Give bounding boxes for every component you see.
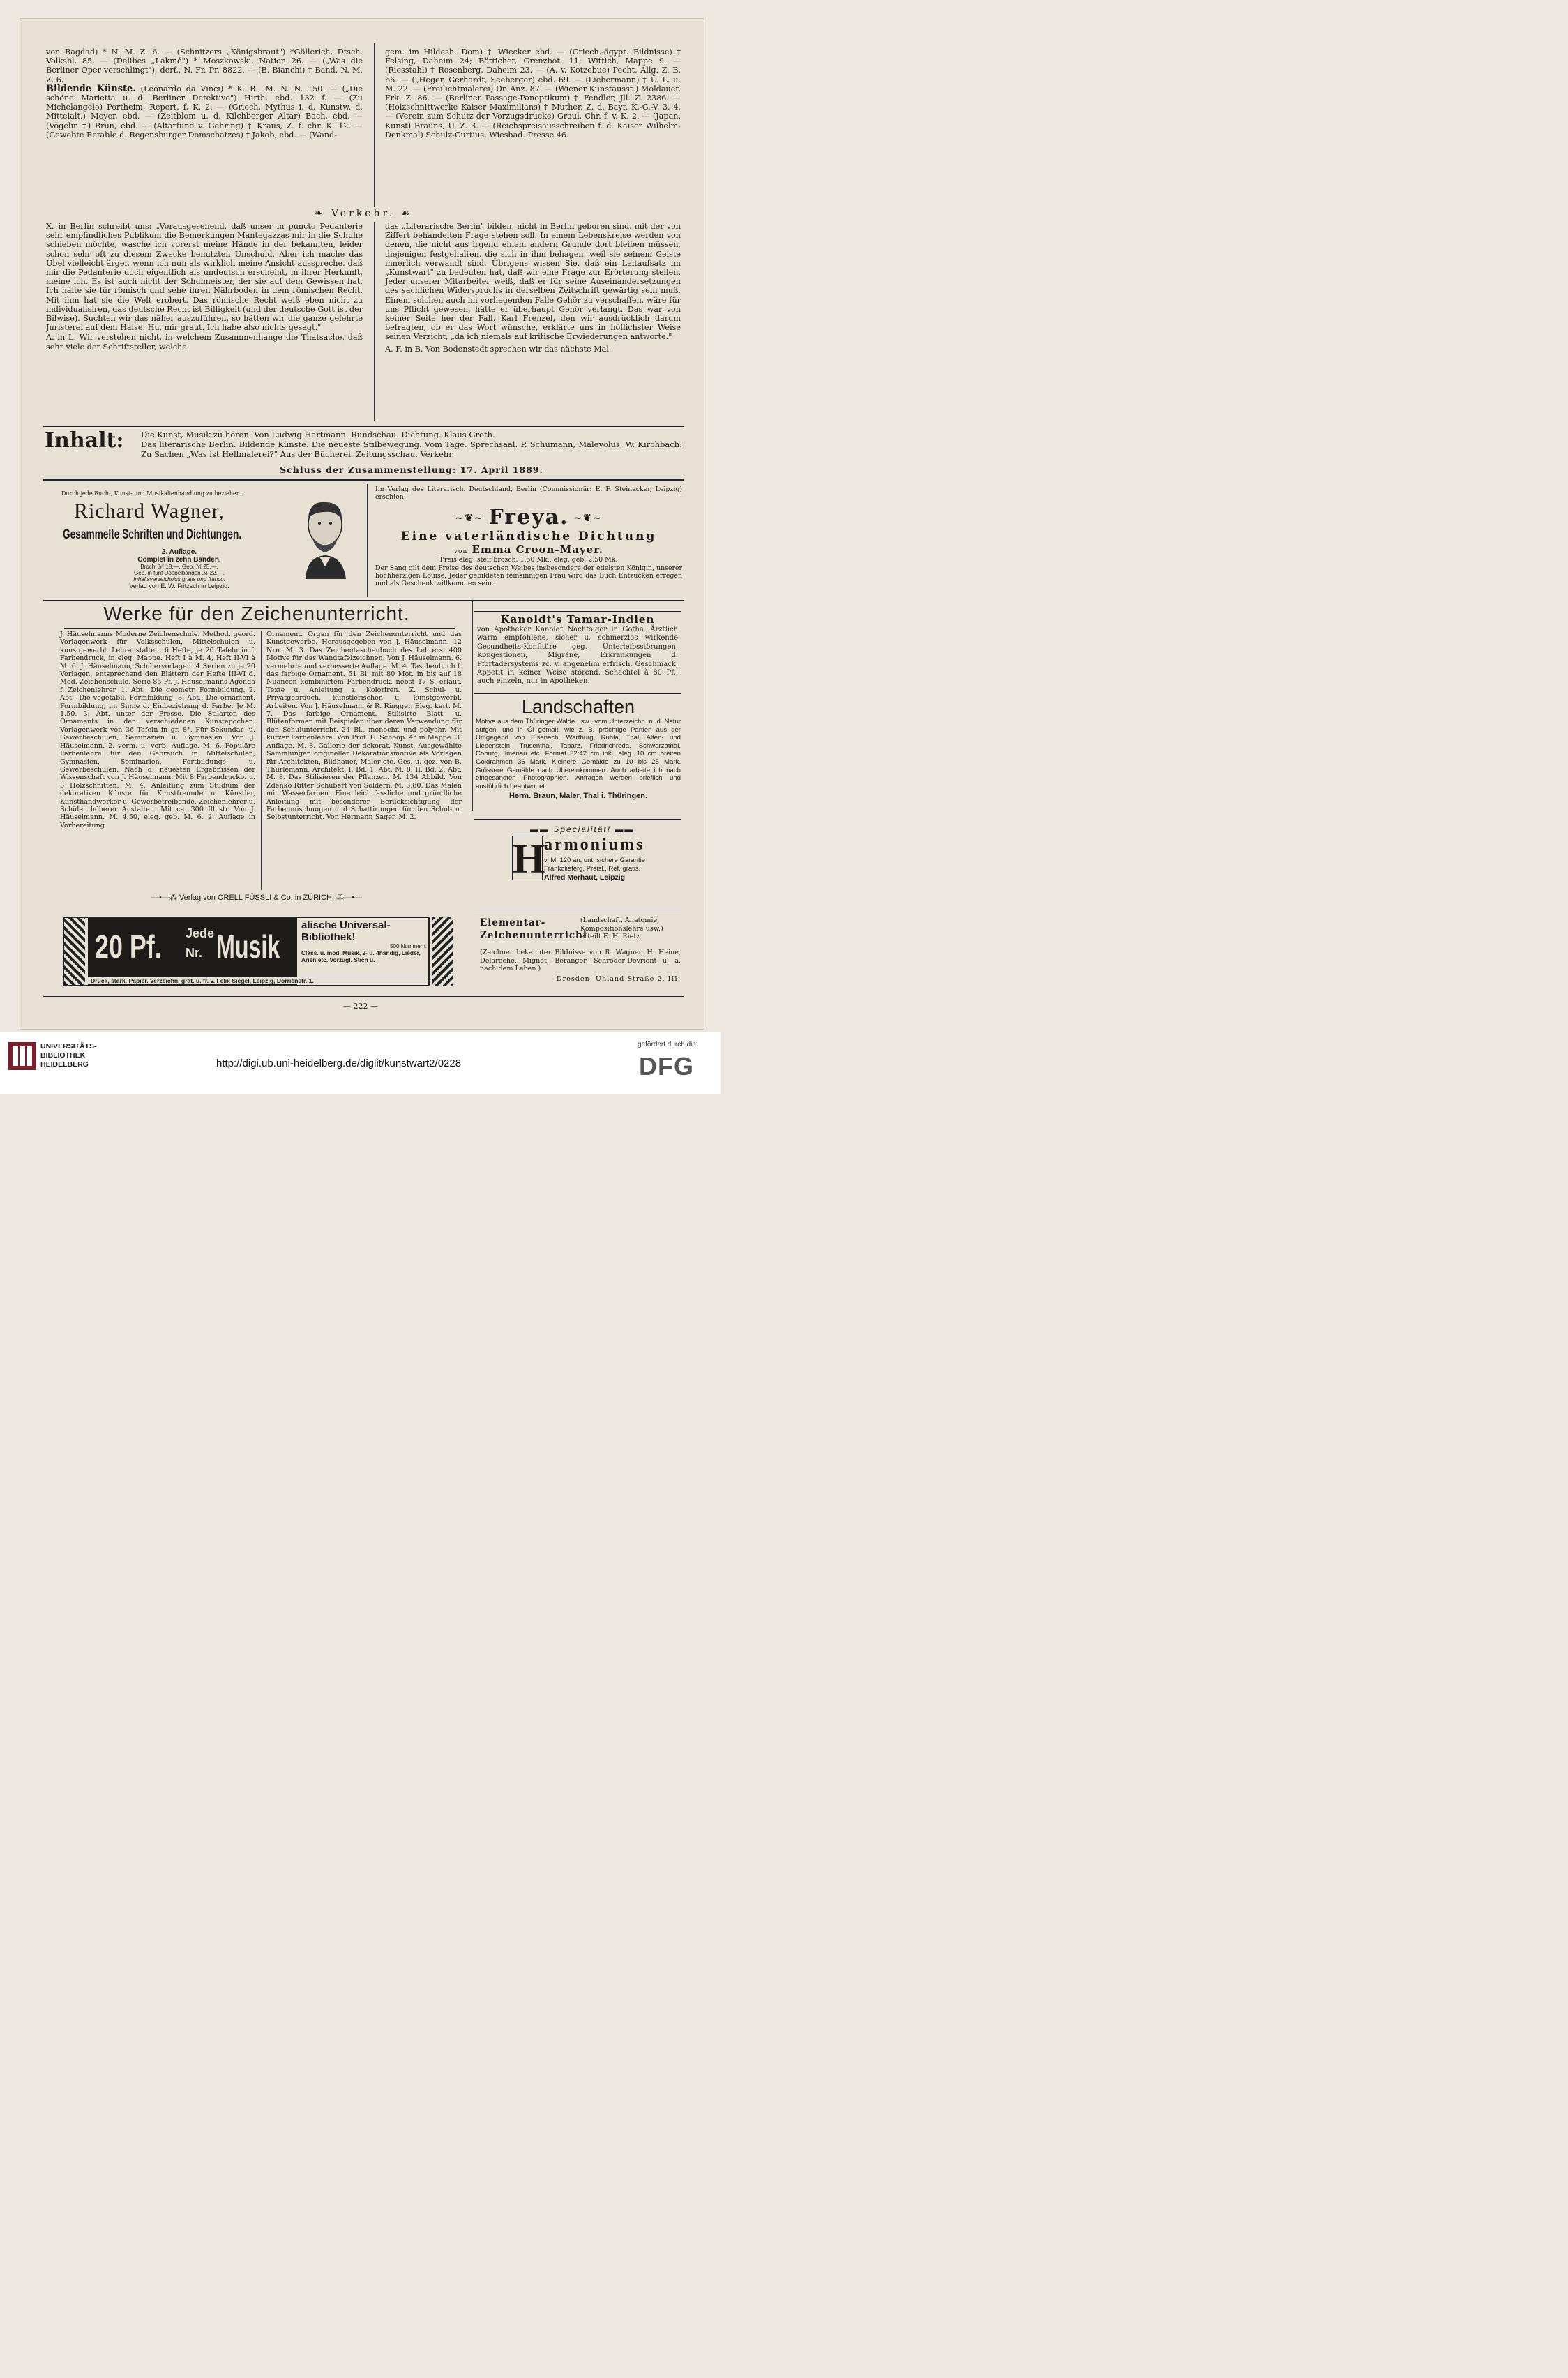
kanoldt-title: Kanoldt's Tamar-Indien bbox=[500, 613, 655, 626]
freya-ad bbox=[375, 486, 682, 597]
footer-bar bbox=[0, 1032, 721, 1094]
werke-publisher bbox=[43, 893, 470, 902]
divider-line bbox=[474, 693, 681, 694]
harmoniums-special bbox=[530, 825, 634, 834]
ornament-icon: ⁂—•— bbox=[334, 894, 362, 902]
zeichen-text: (Zeichner bekannter Bildnisse von R. Wagner, H. Heine, Delaroche, Mignet, Beranger, Schröder-Devrient u. a. nach dem Leben.) bbox=[480, 949, 681, 973]
citation-text: von Bagdad) * N. M. Z. 6. — (Schnitzers „Königsbraut") *Göllerich, Dtsch. Volksbl. 85. — (Delibes „Lakmé") * Moszkowski, Nation 26. — („Was die Berliner Oper verschlingt"), derf., N. Fr. Pr. 8822. — (B. Bianchi) † Band, N. M. Z. 6. bbox=[46, 47, 363, 84]
musik-class: Class. u. mod. Musik, 2- u. 4händig, Lieder, Arien etc. Vorzügl. Stich u. bbox=[301, 949, 421, 963]
freya-title: Freya. bbox=[488, 505, 569, 529]
kanoldt-text: von Apotheker Kanoldt Nachfolger in Gotha. Ärztlich warm empfohlene, sicher u. schmerzlos wirkende Gesundheits-Konfitüre geg. Unterleibsstörungen, Kongestionen, Migräne, Erkrankungen d. Pfortadersystems zc. v. angenehm erfrisch. Geschmack, Appetit in keiner Weise störend. Schachtel à 80 Pf., auch einzeln, nur in Apotheken. bbox=[477, 626, 678, 686]
ornament-icon: ❧ bbox=[314, 208, 331, 219]
ornament-icon: ~❦~ bbox=[455, 513, 489, 524]
letter-text: A. in L. Wir verstehen nicht, in welchem Zusammenhange die Thatsache, daß sehr viele der Schriftsteller, welche bbox=[46, 333, 363, 352]
musik-ornament-right bbox=[432, 917, 453, 986]
verkehr-title: Verkehr. bbox=[331, 208, 395, 219]
divider-line bbox=[43, 996, 684, 997]
zeichen-address: Dresden, Uhland-Straße 2, III. bbox=[556, 975, 681, 983]
publisher-name: Verlag von ORELL FÜSSLI & Co. in ZÜRICH. bbox=[179, 894, 335, 902]
ad-price: Preis eleg. steif brosch. 1,50 Mk., eleg. geb. 2,50 Mk. bbox=[439, 556, 618, 564]
column-divider bbox=[472, 601, 473, 811]
author-prefix: von bbox=[454, 548, 468, 555]
ad-details bbox=[64, 548, 294, 589]
wagner-ad bbox=[43, 484, 365, 596]
musik-library: alische Universal-Bibliothek! bbox=[301, 919, 391, 943]
landschaften-sign: Herm. Braun, Maler, Thal i. Thüringen. bbox=[508, 792, 648, 801]
letter-text: X. in Berlin schreibt uns: „Vorausgesehend, daß unser in puncto Pedanterie sehr empfindliches Publikum die Bemerkungen Mantegazzas mir in die Schuhe schieben möchte, wasche ich vorerst meine Hände in der bekannten, leider schon sehr oft zu diesem Zwecke benutzten Unschuld. Aber ich mache das Übel vielleicht ärger, wenn ich nun als wirklich meine Ansicht ausspreche, daß mir die Pedanterie doch eigentlich als undeutsch erscheint, in ihrer Herkunft, meine ich. Es ist auch nicht der Schulmeister, der sie auf dem Gewissen hat. Ich halte sie für römisch und sehe ihren Nährboden in dem römischen Recht. Mit ihm hat sie die Welt erobert. Das römische Recht weiß eben nicht zu individualisiren, das deutsche Recht ist Billigkeit (und der deutsche Gott ist der Bilwise). Suchten wir das näher auszuführen, so hätten wir die ganze gelehrte Juristerei auf dem Halse. Hu, mir graut. Ich habe also nichts gesagt." bbox=[46, 222, 363, 333]
ad-author bbox=[375, 543, 682, 556]
musik-druck: Druck, stark. Papier. Verzeichn. grat. u. fr. v. Felix Siegel, Leipzig, Dörrienstr. 1. bbox=[88, 977, 427, 984]
ornament-icon: ~❦~ bbox=[568, 513, 603, 524]
musik-big-block bbox=[88, 918, 297, 985]
musik-nr: Nr. bbox=[186, 946, 203, 960]
ad-price: Inhaltsverzeichniss gratis und franco. bbox=[133, 576, 225, 582]
citation-text: (Leonardo da Vinci) * K. B., M. N. N. 150. — („Die schöne Marietta u. d. Berliner Detektive") Hirth, ebd. 132 f. — (Zu Michelangelo) Portheim, Repert. f. K. 2. — (Griech. Mythus i. d. Kunstw. d. Mittelalt.) Meyer, ebd. — (Zeitblom u. d. Kilchberger Altar) Bach, ebd. — (Vögelin †) Brun, ebd. — (Altarfund v. Gehring) † Kraus, Z. f. chr. K. 12. — (Gewebte Retable d. Regensburger Domschatzes) † Jakob, ebd. — (Wand- bbox=[46, 84, 363, 140]
top-right-column bbox=[385, 47, 681, 140]
werke-title: Werke für den Zeichenunterricht. bbox=[103, 603, 410, 624]
werke-column: J. Häuselmanns Moderne Zeichenschule. Method. geord. Vorlagenwerk für Volksschulen, Mittelschulen u. kunstgewerbl. Lehranstalten. 6 Hefte, je 20 Tafeln in f. Farbendruck, in eleg. Mappe. Heft I à M. 4, Heft II-VI à M. 6. J. Häuselmann, Schülervorlagen. 4 Serien zu je 20 Vorlagen, entsprechend den Blättern der Hefte III-VI d. Mod. Zeichenschule. Serie 85 Pf. J. Häuselmanns Agenda f. Zeichenlehrer. 1. Abt.: Die geometr. Formbildung. 2. Abt.: Die vegetabil. Formbildung. 3. Abt.: Die ornament. Formbildung, im Sinne d. Einbeziehung d. Farbe. Je M. 1.50. 3. Abt. unter der Presse. Die Stilarten des Ornaments in den verschiedenen Kunstepochen. Vorlagenwerk von 36 Tafeln in gr. 8°. Für Sekundar- u. Gewerbeschulen, Seminarien u. Gymnasien. Von J. Häuselmann. 2. verm. u. verb. Auflage. M. 6. Populäre Farbenlehre für den Gebrauch in Mittelschulen, Gymnasien, Seminarien, Fortbildungs- u. Gewerbeschulen. Nach d. neuesten Ergebnissen der Wissenschaft von J. Häuselmann. Mit 8 Farbendruckb. u. 3 Holzschnitten. M. 4. Anleitung zum Studium der dekorativen Künste für Kunstfreunde u. Künstler, Kunsthandwerker u. Gewerbetreibende, Zeichenlehrer u. Schüler höherer Anstalten. Mit ca. 300 Illustr. Von J. Häuselmann. M. 4.50, eleg. geb. M. 6. 2. Auflage in Vorbereitung. bbox=[60, 631, 255, 829]
harmoniums-line: Frankolieferg. Preisl., Ref. gratis. bbox=[544, 865, 641, 873]
werke-column: Ornament. Organ für den Zeichenunterricht und das Kunstgewerbe. Herausgegeben von J. Häuselmann. 12 Nrn. M. 3. Das Zeichentaschenbuch des Lehrers. 400 Motive für das Wandtafelzeichnen. Von J. Häuselmann. 6. vermehrte und verbesserte Auflage. M. 4. Taschenbuch f. das farbige Ornament. 51 Bl. mit 80 Mot. in bis auf 18 Nuancen kombinirtem Farbendruck, nebst 17 S. erläut. Texte u. Anleitung z. Koloriren. Z. Schul- u. Privatgebrauch, künstlerischen u. kunstgewerbl. Arbeiten. Von J. Häuselmann & R. Ringger. Eleg. kart. M. 7. Das farbige Ornament. Stilisirte Blatt- u. Blütenformen mit Beispielen über deren Verwendung für den Schulunterricht. 24 Bl., monochr. und polychr. Mit kurzer Farbenlehre. Von Prof. U. Schoop. 4° in Mappe. 3. Auflage. M. 8. Gallerie der dekorat. Kunst. Ausgewählte Sammlungen origineller Dekorationsmotive als Vorlagen für Architekten, Bildhauer, Maler etc. Ges. u. gez. von B. Thürlemann, Architekt. I. Bd. 1. Abt. M. 8. II. Bd. 2. Abt. M. 8. Das Stilisieren der Pflanzen. M. 134 Abbild. Von Zdenko Ritter Schubert von Soldern. M. 3,80. Das Malen mit Wasserfarben. Eine leichtfassliche und gründliche Anleitung mit besonderer Berücksichtigung der Farbenmischungen und Schattirungen für den Schul- u. Selbstunterricht. Von Hermann Sager. M. 2. bbox=[266, 631, 462, 822]
library-logo-icon bbox=[8, 1042, 36, 1070]
zeichen-right: (Landschaft, Anatomie, Kompositionslehre usw.) erteilt E. H. Rietz bbox=[580, 917, 663, 941]
ornament-icon: ▬▬ bbox=[530, 825, 554, 834]
page-number: — 222 — bbox=[343, 1002, 378, 1011]
column-divider bbox=[374, 43, 375, 207]
divider-line bbox=[474, 819, 681, 820]
library-name bbox=[40, 1042, 97, 1069]
ornament-icon: ☙ bbox=[395, 208, 413, 219]
letter-text: das „Literarische Berlin" bilden, nicht in Berlin geboren sind, mit der von Ziffert behandelten Frage stehen soll. In einem Lebenskreise werden von denen, die nicht aus irgend einem andern Grunde dort bleiben müssen, diejenigen festgehalten, die sich in ihm behagen, weil sie seinem Geiste innerlich verwandt sind. Übrigens wissen Sie, daß ein Leitaufsatz im „Kunstwart" zu bedeuten hat, daß wir eine Frage zur Erörterung stellen. Jeder unserer Mitarbeiter weiß, daß er für seine Auseinandersetzungen des sachlichen Widerspruchs in derselben Zeitschrift gewärtig sein muß. Einem solchen auch im vorliegenden Falle Gehör zu verschaffen, wäre für uns Pflicht gewesen, hätte er überhaupt Gehör verlangt. Das war von keiner Seite her der Fall. Karl Frenzel, den wir ausdrücklich darum befragten, ob er das Wort wünsche, erklärte uns in höflichster Weise seinen Verzicht, „da ich niemals auf kritische Erwiederungen antworte." bbox=[385, 222, 681, 342]
divider-line bbox=[43, 479, 684, 481]
citation-text: gem. im Hildesh. Dom) † Wiecker ebd. — (Griech.-ägypt. Bildnisse) † Felsing, Daheim 24; Bötticher, Grenzbot. 11; Wittich, Mappe 9. — (Riesstahl) † Rosenberg, Daheim 23. — (A. v. Kotzebue) Pecht, Allg. Z. B. 66. — („Heger, Gerhardt, Seeberger) ebd. 69. — (Liebermann) † Ü. L. u. M. 22. — (Freilichtmalerei) Dr. Anz. 87. — (Wiener Kunstausst.) Moldauer, Frk. Z. 86. — (Berliner Passage-Panoptikum) † Fendler, Jll. Z. 2386. — (Holzschnittwerke Kaiser Maximilians) † Muther, Z. d. Bayr. K.-G.-V. 3, 4. — (Verein zum Schutz der Vorzugsdrucke) Graul, Chr. f. v. K. 2. — (Japan. Kunst) Brauns, U. Z. 3. — (Reichspreisausschreiben f. d. Kaiser Wilhelm-Denkmal) Schulz-Curtius, Wiesbad. Presse 46. bbox=[385, 47, 681, 140]
musik-ad bbox=[63, 917, 430, 986]
verkehr-left-column bbox=[46, 222, 363, 352]
schluss-line: Schluss der Zusammenstellung: 17. April 1889. bbox=[280, 465, 543, 475]
inhalt-line: Die Kunst, Musik zu hören. Von Ludwig Hartmann. Rundschau. Dichtung. Klaus Groth. bbox=[141, 430, 495, 439]
inhalt-contents bbox=[141, 430, 682, 459]
ad-description: Der Sang gilt dem Preise des deutschen Weibes insbesondere der edelsten Königin, unserer hochherzigen Louise. Jeder gebildeten feinsinnigen Frau wird das Buch Entzücken erregen und als Geschenk willkommen sein. bbox=[375, 564, 682, 587]
ornament-icon: —•—⁂ bbox=[151, 894, 179, 902]
wagner-portrait bbox=[296, 497, 353, 579]
letter-text: A. F. in B. Von Bodenstedt sprechen wir das nächste Mal. bbox=[385, 344, 612, 354]
divider-line bbox=[43, 426, 684, 427]
ad-complete: Complet in zehn Bänden. bbox=[137, 556, 221, 564]
musik-count: 500 Nummern. bbox=[390, 943, 427, 949]
special-label: Specialität! bbox=[553, 825, 612, 834]
zeichen-left: Elementar- Zeichenunterricht bbox=[480, 917, 589, 941]
library-line: UNIVERSITÄTS- bbox=[40, 1042, 97, 1051]
ad-price: Broch. ℳ 18,—. Geb. ℳ 25,—. bbox=[140, 564, 218, 570]
ad-subtitle: Eine vaterländische Dichtung bbox=[400, 529, 657, 543]
dfg-logo: DFG bbox=[639, 1052, 694, 1081]
library-line: HEIDELBERG bbox=[40, 1060, 89, 1069]
harmoniums-title: armoniums bbox=[544, 836, 645, 854]
divider-line bbox=[64, 628, 455, 629]
harmoniums-line: v. M. 120 an, unt. sichere Garantie bbox=[544, 857, 646, 864]
werke-ad bbox=[43, 601, 470, 907]
musik-price: 20 Pf. bbox=[95, 928, 162, 965]
musik-right bbox=[301, 919, 427, 963]
landschaften-title: Landschaften bbox=[521, 696, 635, 717]
ad-title: Richard Wagner, bbox=[74, 499, 225, 522]
ad-note: Durch jede Buch-, Kunst- und Musikalienhandlung zu beziehen: bbox=[61, 490, 242, 497]
verkehr-heading bbox=[46, 208, 681, 219]
ad-title bbox=[375, 505, 682, 529]
column-divider bbox=[261, 631, 262, 890]
harmoniums-initial: H bbox=[513, 836, 545, 882]
top-left-column bbox=[46, 47, 363, 140]
column-divider bbox=[374, 222, 375, 421]
kanoldt-ad bbox=[474, 611, 681, 692]
source-url-link[interactable]: http://digi.ub.uni-heidelberg.de/diglit/kunstwart2/0228 bbox=[216, 1058, 462, 1069]
inhalt-line: Das literarische Berlin. Bildende Künste. Die neueste Stilbewegung. Vom Tage. Sprechsaal. P. Schumann, Malevolus, W. Kirchbach: Zu Sachen „Was ist Hellmalerei?" Aus der Bücherei. Zeitungsschau. Verkehr. bbox=[141, 439, 682, 459]
column-divider bbox=[367, 484, 368, 597]
ad-edition: 2. Auflage. bbox=[161, 548, 197, 556]
musik-jede: Jede bbox=[186, 926, 215, 940]
ad-intro: Im Verlag des Literarisch. Deutschland, Berlin (Commissionär: E. F. Steinacker, Leipzig) erschien: bbox=[375, 486, 682, 501]
funded-label: gefördert durch die bbox=[638, 1041, 696, 1048]
musik-label: Musik bbox=[216, 928, 280, 965]
musik-ornament-left bbox=[64, 918, 85, 985]
ad-subtitle: Gesammelte Schriften und Dichtungen. bbox=[63, 527, 242, 542]
ad-publisher: Verlag von E. W. Fritzsch in Leipzig. bbox=[129, 582, 229, 589]
library-line: BIBLIOTHEK bbox=[40, 1051, 86, 1060]
section-heading: Bildende Künste. bbox=[46, 83, 136, 94]
author-name: Emma Croon-Mayer. bbox=[472, 543, 603, 556]
landschaften-text: Motive aus dem Thüringer Walde usw., vom Unterzeichn. n. d. Natur aufgen. und in Öl gemalt, wie z. B. prächtige Partien aus der Umgegend von Eisenach, Wartburg, Ruhla, Thal, Alten- und Liebenstein, Trusenthal, Tabarz, Friedrichroda, Schwarzathal, Coburg, Ilmenau etc. Format 32:42 cm inkl. eleg. 10 cm breiten Goldrahmen 36 Mark. Kleinere Gemälde zu 10 bis 25 Mark. Grössere Gemälde nach Übereinkommen. Auch arbeite ich nach eingesandten Photographien. Anfragen werden brieflich und ausführlich beantwortet. bbox=[476, 718, 681, 790]
landschaften-ad bbox=[476, 696, 681, 815]
ornament-icon: ▬▬ bbox=[611, 825, 635, 834]
harmoniums-line: Alfred Merhaut, Leipzig bbox=[544, 873, 626, 882]
inhalt-label: Inhalt: bbox=[45, 428, 124, 453]
zeichen-ad bbox=[476, 915, 681, 993]
harmoniums-ad bbox=[476, 823, 681, 907]
verkehr-right-column bbox=[385, 222, 681, 354]
ad-price: Geb. in fünf Doppelbänden ℳ 22,—. bbox=[134, 570, 225, 576]
